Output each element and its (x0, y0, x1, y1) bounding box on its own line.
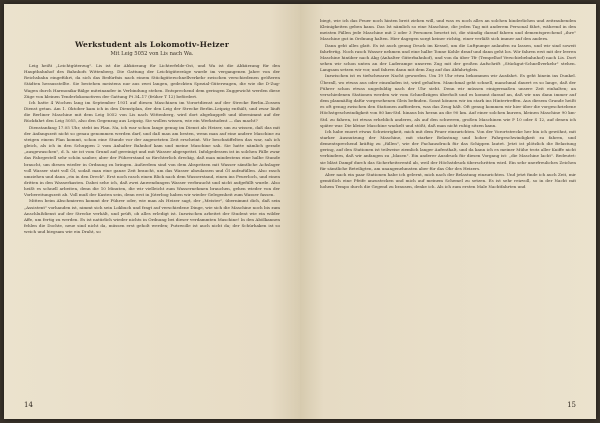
article-subtitle: Mit Leig 5052 von Lis nach Wa. (110, 51, 194, 57)
paragraph: Aber nach ein paar Stationen habe ich gelernt, mich nach der Belastung einzurichten. Und jetzt finde ich auch Zeit, mir gemütlich eine Pfeife anzustecken und mich auf meinem Schemel zu setzen. Es ist sehr reizvoll, so in der Nacht mit hohem Tempo durch die Gegend zu brausen, denke ich. Als ich zum ersten Male Nachtfahrten und (320, 171, 576, 190)
paragraph: biegt, wie ich das Feuer noch hinten breit ziehen will, und was es noch alles an solchen hinderlichen und zeitraubenden Kleinigkeiten geben kann. Das Ist nämlich so eine Maschine, die jeden Tag mit anderem Personal fährt, während in den meisten Fällen jede Maschine mit 2 oder 3 Personen besetzt ist, die ständig darauf fahren und dementsprechend „ihre" Maschine gut in Ordnung halten. Hier dagegen sorgt keiner richtig, einer verläßt sich immer auf den andern. (320, 18, 576, 42)
paragraph: Dienstanfang 17.05 Uhr, steht im Plan. Na, ich war schon lange genug im Dienst als Heizer, um zu wissen, daß das mit der Anfangszeit nicht so genau genommen werden darf, und daß man am besten, wenn man auf eine andere Maschine zu steigen einem Plan kommt, schon eine Stunde vor der angesetzten Zeit erscheint. Wir beschnüffelten das war, sah ich gleich, als ich in den Schuppen 2 vom Anhalter Bahnhof kam und meine Maschine sah. Sie hatte nämlich gerade „ausgewaschen", d. h. sie ist vom Grund auf gereinigt und mit Wasser abgespritzt. Infolgedessen ist in solchen Fälle zwar das Fahrgestell sehr schön sauber, aber der Führerstand so fürchterlich dreckig, daß man mindestens eine halbe Stunde braucht, um diesen wieder in Ordnung zu bringen. Außerdem sind von dem Abspritzen mit Wasser sämtliche Achslager voll Wasser statt voll Öl, sodaß man eine ganze Zeit braucht, um das Wasser abzulassen und Öl aufzufüllen. Also rasch umziehen und dann „rin in den Dreck". Erst noch rasch einen Blick nach dem Wasserstand, einen ins Feuerloch, und einen dritten in den Wasserkasten. Dabei sehe ich, daß zwei Anwendungen Wasser verbraucht und nicht aufgefüllt wurde. Also heißt es schnell arbeiten, denn die 10 Minuten, die wir vielleicht zum Wassernehmen brauchen, gehen wieder von der Vorbereitungszeit ab. Voll muß der Kasten sein, denn erst in Jüterbog haben wir wieder Gelegenheit zum Wasser fassen. (24, 124, 280, 198)
paragraph: Mitten beim Abschmieren kommt der Führer oder, wie man als Heizer sagt, der „Meister", übernimmt dich, daß sein „Assistent" vorhanden ist, nimmt sich sein Lokbuch und fragt auf verschiedene Dinge, wie sich die Maschine noch bis zum Anschlußdienst auf der Strecke verhält, und prüft, ob alles erledigt ist. Inzwischen arbeitet der Student wie ein wilder Affe, um fertig zu werden. Es ist natürlich wieder nichts in Ordnung bei dieser verdammten Maschine! In den Abölkannen fehlen die Dochte, neue sind nicht da, müssen erst geholt werden; Putzwolle ist auch nicht da; der Schürhaken ist so weich und biegsam wie ein Draht, so (24, 198, 280, 235)
page-number-right: 15 (567, 401, 576, 409)
book-spread (4, 4, 596, 419)
paragraph: Dann geht alles glatt. Es ist auch genug Druck im Kessel, um die Luftpumpe anlaufen zu lassen, und wir sind soweit fahrfertig. Noch rasch Wasser nehmen und eine halbe Tonne Kohle drauf und dann geht los. Wir fahren erst mit der leeren Maschine hinüber nach Akg (Anhalter Güterbahnhof), und von da über Tfr (Tempelhof Verschiebebahnhof) nach Lis. Dort sehen wir schon unten an der Laderampe unseren Zug mit der großen Aufschrift „Stückgut-Schnellverkehr" stehen. Langsam setzen wir vor, und fahren dann mit dem Zug auf das Abfahrtgleis. (320, 42, 576, 73)
right-page-text (320, 18, 576, 190)
left-page (4, 4, 300, 419)
right-page (300, 4, 596, 419)
page-number-left: 14 (24, 401, 33, 409)
paragraph: Ich hatte 4 Wochen lang im September 1931 auf diesen Maschinen im Vorortdienst auf der Strecke Berlin–Zossen Dienst getan. Am 1. Oktober kam ich in den Dienstplan, der den Leig der Strecke Berlin–Leipzig enthält, und zwar läuft die Berliner Maschine mit dem Leig 5052 von Lis nach Wittenberg, wird dort abgekuppelt und übernimmt auf der Rückfahrt den Leig 5055, also den Gegenzug aus Leipzig. Sie wollen wissen, wie ein Werkstudent — das macht? (24, 99, 280, 124)
left-page-text (24, 63, 280, 235)
paragraph: Leig heißt „Leichtgüterzug". Lis ist die Abkürzung für Lichterfelde-Ost, und Wa ist die Abkürzung für den Hauptbahnhof des Bahnhofs Wittenberg. Die Gattung der Leichtgüterzüge wurde im vergangenen Jahre von der Reichsbahn eingeführt, da sich das Bedürfnis nach einem Stückgüterschnellverkehr zwischen verschiedenen größeren Städten herausstellte. Sie bestehen meistens nur aus zwei langen, gedeckten Spezial-Güterwagen, die wie die D-Zug-Wagen durch Harmonika-Bälge miteinander in Verbindung stehen. Entsprechend dem geringen Zuggewicht werden diese Züge von kleinen Tenderlokomotiven der Gattung Pt 34–17 (früher T 12) befördert. (24, 63, 280, 99)
paragraph: Inzwischen ist es tiefschwarze Nacht geworden. Um 19 Uhr etwa bekommen wir Ausfahrt. Es geht hinein ins Dunkel. Überall, wo etwas aus oder einzuladen ist, wird gehalten. Manchmal geht schnell, manchmal dauert es so lange, daß der Führer schon etwas ungeduldig nach der Uhr sieht. Denn wir müssen einigermaßen unsere Zeit einhalten; an verschiedenen Stationen werden wir vom Schnellzügen überholt und es kommt darauf an, daß wir uns dann immer auf dem planmäßig dafür vorgesehenen Gleis befinden. Sonst können wir im stark ins Hintertreffen. Aus diesem Grunde heißt es oft genug zwischen den Stationen auffordern, was das Zeug hält. Oft genug kommen wir hier über die vorgeschriebene Höchstgeschwindigkeit von 80 km-Std. hinaus bis heran an die 90 km. Auf einer solchen kurzen, kleinen Maschine 90 km-Std. zu fahren, ist etwas erheblich anderes, als auf den schweren, großen Maschinen wie P 10 oder S 12, auf denen ich später war. Die kleine Maschine wackelt und stößt, daß man nicht ruhig sitzen kann. (320, 73, 576, 128)
paragraph: Ich habe enorrt etwas Schwierigkeit, mich mit dem Feuer einzurichten. Von der Vorortstrecke her bin ich gewöhnt, mit starker Ausnutzung der Maschine, mit starker Belastung und hoher Fahrgeschwindigkeit zu fahren, und dementsprechend kräftig zu „füllen", wie der Fachausdruck für das Schippen lautet. Jetzt ist plötzlich die Belastung gering, auf den Stationen ist teilweise ziemlich langer Aufenthalt, und da kann ich es meiner Mühe trotz aller Kniffe nicht verhindern, daß wir anfangen zu „blasen". Ein anderer Ausdruck für diesen Vorgang ist: „die Maschine lacht". Bedeutet: sie bläst Dampf durch das Sicherheitsventil ab, weil der Höchstdruck überschritten wird. Ein sehr unerfreuliches Zeichen für sämtliche Beteiligten, am unangenehmsten aber für das Ohr des Heizers. (320, 128, 576, 171)
article-title: Werkstudent als Lokomotiv-Heizer (74, 40, 230, 49)
